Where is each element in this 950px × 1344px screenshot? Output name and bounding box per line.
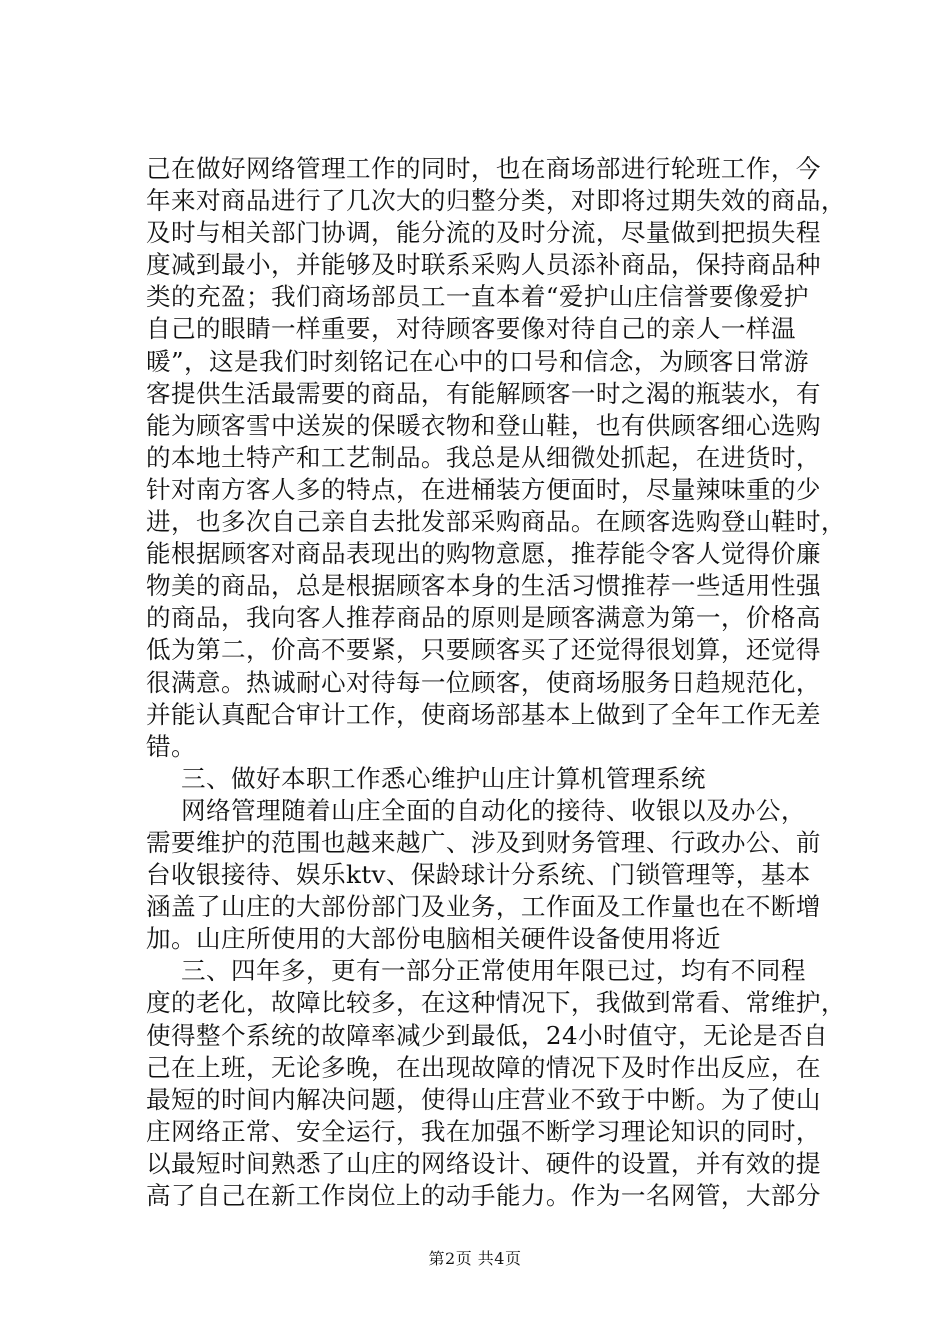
text-line: 低为第二，价高不要紧，只要顾客买了还觉得很划算，还觉得: [146, 635, 821, 665]
page-footer: 第2页 共4页: [428, 1249, 522, 1268]
text-line: 己在做好网络管理工作的同时，也在商场部进行轮班工作，今: [146, 154, 821, 183]
text-line: 涵盖了山庄的大部份部门及业务，工作面及工作量也在不断增: [146, 892, 821, 922]
text-line: 以最短时间熟悉了山庄的网络设计、硬件的设置，并有效的提: [146, 1148, 821, 1178]
paragraph-store-work: [146, 153, 846, 763]
text-line: 自己的眼睛一样重要，对待顾客要像对待自己的亲人一样温: [146, 314, 796, 344]
text-line: 年来对商品进行了几次大的归整分类，对即将过期失效的商品，: [146, 186, 846, 216]
paragraph-maintenance: [146, 955, 846, 1212]
paragraph-network-management: [146, 795, 836, 955]
text-line: 网络管理随着山庄全面的自动化的接待、收银以及办公，: [181, 795, 806, 825]
text-line: 台收银接待、娱乐ktv、保龄球计分系统、门锁管理等，基本: [146, 860, 811, 890]
text-line: 需要维护的范围也越来越广、涉及到财务管理、行政办公、前: [146, 827, 821, 857]
text-line: 加。山庄所使用的大部份电脑相关硬件设备使用将近: [146, 924, 721, 954]
text-line: 客提供生活最需要的商品，有能解顾客一时之渴的瓶装水，有: [146, 378, 821, 408]
text-line: 高了自己在新工作岗位上的动手能力。作为一名网管，大部分: [146, 1181, 821, 1210]
text-line: 己在上班，无论多晚，在出现故障的情况下及时作出反应，在: [146, 1052, 821, 1082]
text-line: 的商品，我向客人推荐商品的原则是顾客满意为第一，价格高: [146, 603, 821, 633]
text-line: 及时与相关部门协调，能分流的及时分流，尽量做到把损失程: [146, 218, 821, 248]
text-line: 类的充盈；我们商场部员工一直本着“爱护山庄信誉要像爱护: [146, 282, 809, 312]
text-line: 进，也多次自己亲自去批发部采购商品。在顾客选购登山鞋时，: [146, 507, 846, 537]
heading-line: 三、做好本职工作悉心维护山庄计算机管理系统: [181, 763, 706, 793]
text-line: 使得整个系统的故障率减少到最低，24小时值守，无论是否自: [146, 1020, 828, 1050]
text-line: 能为顾客雪中送炭的保暖衣物和登山鞋，也有供顾客细心选购: [146, 410, 821, 440]
document-body: [146, 153, 846, 1212]
text-line: 度的老化，故障比较多，在这种情况下，我做到常看、常维护，: [146, 988, 846, 1018]
text-line: 的本地土特产和工艺制品。我总是从细微处抓起，在进货时，: [146, 442, 821, 472]
text-line: 并能认真配合审计工作，使商场部基本上做到了全年工作无差: [146, 699, 821, 729]
text-line: 三、四年多，更有一部分正常使用年限已过，均有不同程: [181, 956, 806, 986]
text-line: 庄网络正常、安全运行，我在加强不断学习理论知识的同时，: [146, 1116, 821, 1146]
text-line: 暖”，这是我们时刻铭记在心中的口号和信念，为顾客日常游: [146, 346, 809, 376]
section-heading: [146, 763, 836, 795]
text-line: 很满意。热诚耐心对待每一位顾客，使商场服务日趋规范化，: [146, 667, 821, 697]
text-line: 错。: [146, 731, 196, 761]
text-line: 度减到最小，并能够及时联系采购人员添补商品，保持商品种: [146, 250, 821, 280]
text-line: 能根据顾客对商品表现出的购物意愿，推荐能令客人觉得价廉: [146, 539, 821, 569]
text-line: 最短的时间内解决问题，使得山庄营业不致于中断。为了使山: [146, 1084, 821, 1114]
text-line: 物美的商品，总是根据顾客本身的生活习惯推荐一些适用性强: [146, 571, 821, 601]
text-line: 针对南方客人多的特点，在进桶装方便面时，尽量辣味重的少: [146, 474, 821, 504]
